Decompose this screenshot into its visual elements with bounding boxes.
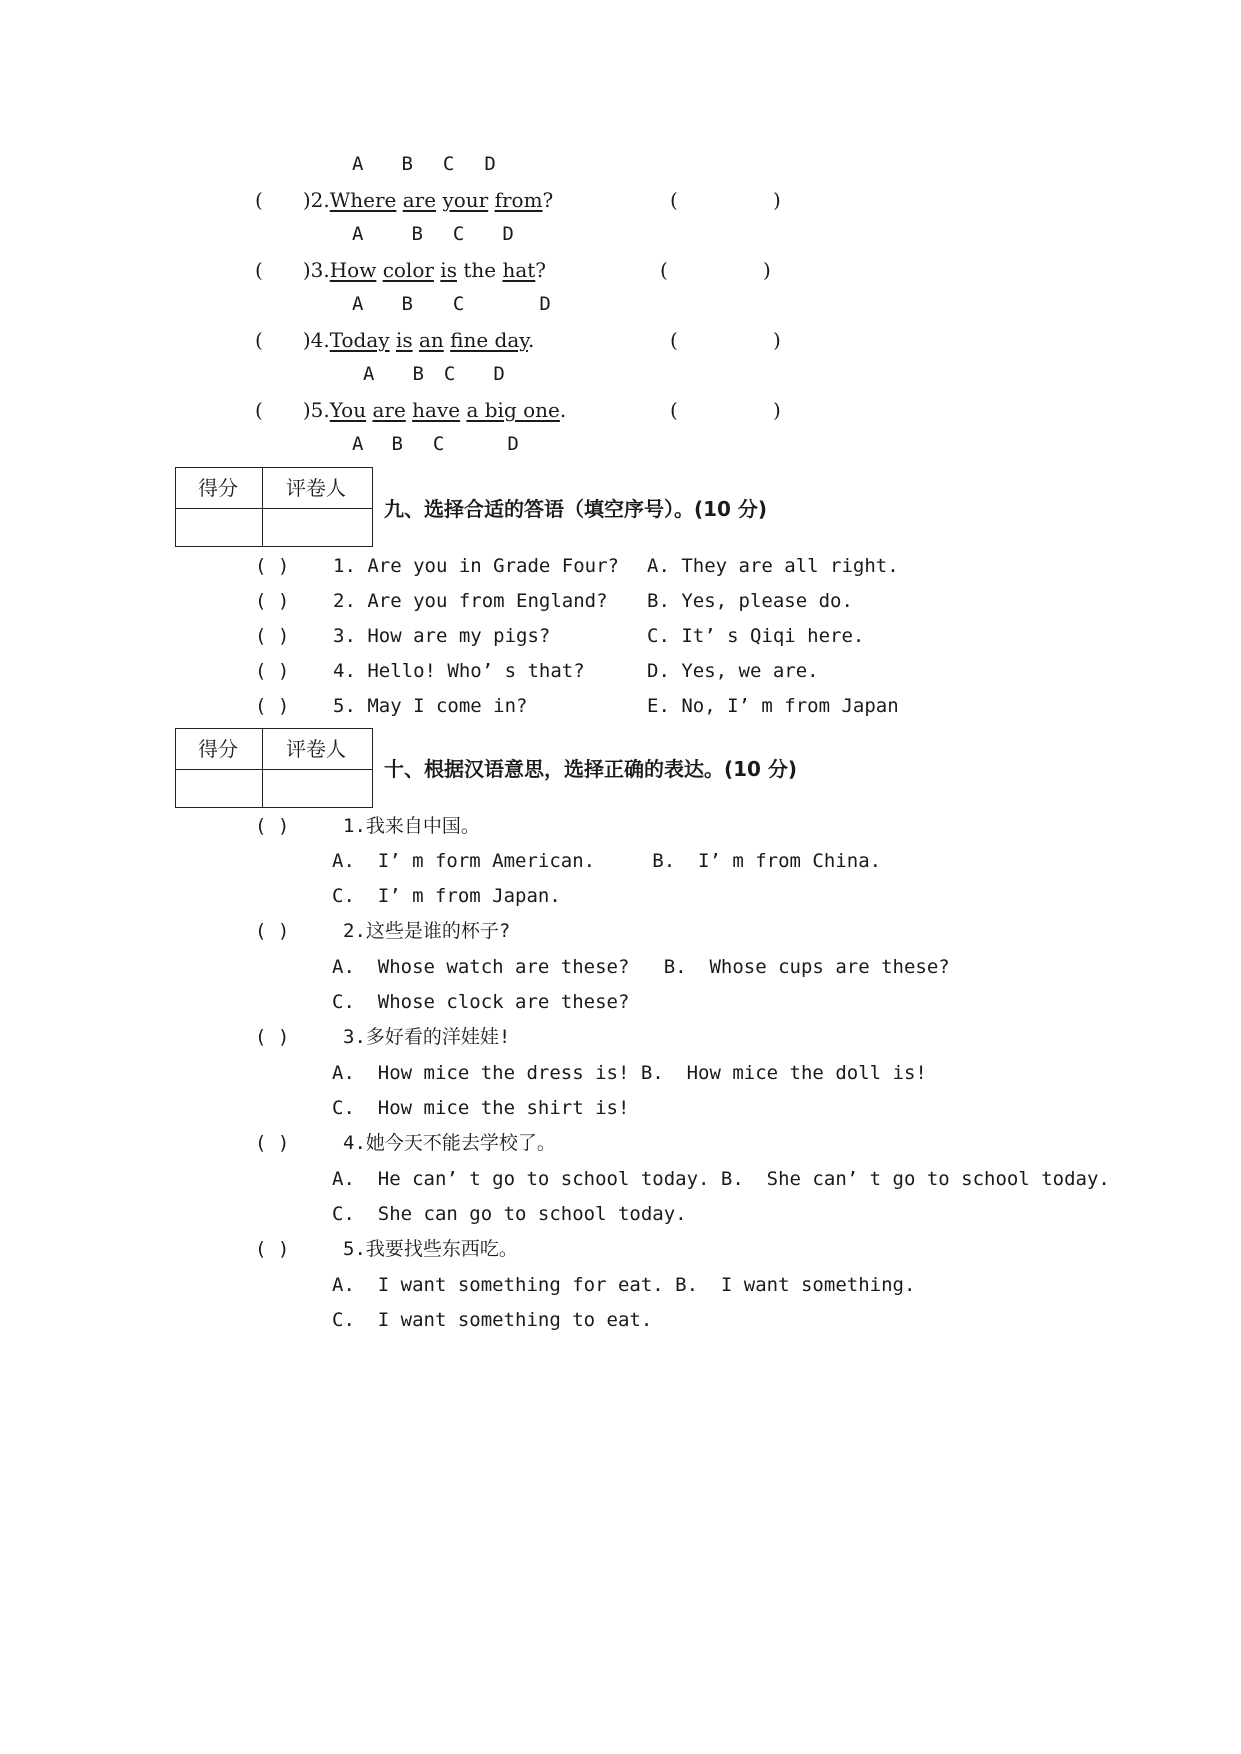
question-text: 1. Are you in Grade Four?: [333, 555, 619, 577]
question-text: 2.这些是谁的杯子?: [343, 920, 511, 942]
q1-letters: [352, 152, 496, 176]
letter-a: A: [352, 433, 364, 455]
question-5-row: [255, 398, 566, 422]
option-line-1: A. How mice the dress is! B. How mice the doll is!: [332, 1062, 927, 1084]
answer-paren-close: ): [302, 398, 311, 422]
question-number: 2.: [310, 188, 330, 212]
letter-c: C: [443, 363, 456, 385]
letter-c: C: [432, 433, 445, 455]
question-text: 3.多好看的洋娃娃!: [343, 1026, 511, 1048]
option-line-2: C. How mice the shirt is!: [332, 1097, 630, 1119]
underlined-word-a: How: [329, 258, 377, 282]
question-number: 5.: [310, 398, 330, 422]
q3-letters: [352, 292, 551, 316]
answer-paren-open: (: [255, 258, 263, 282]
punctuation: .: [527, 328, 535, 352]
question-text: 3. How are my pigs?: [333, 625, 551, 647]
option-line-2: C. I’ m from Japan.: [332, 885, 561, 907]
correction-paren-open: (: [670, 398, 678, 422]
answer-paren: ( ): [255, 555, 290, 577]
section10-title: 十、根据汉语意思，选择正确的表达。(10 分): [384, 757, 798, 781]
score-label: 得分: [198, 737, 238, 761]
q4-letters: [363, 362, 505, 386]
list-item: [255, 554, 619, 578]
underlined-word-c: have: [412, 398, 461, 422]
letter-a: A: [352, 153, 364, 175]
letter-c: C: [452, 223, 465, 245]
option-line-2: C. I want something to eat.: [332, 1309, 653, 1331]
answer-paren: ( ): [255, 695, 290, 717]
list-item: [255, 659, 585, 683]
answer-paren-close: ): [302, 188, 311, 212]
q2-letters: [352, 222, 514, 246]
q5-letters: [352, 432, 519, 456]
list-item: [255, 1237, 518, 1261]
letter-d: D: [539, 293, 551, 315]
question-4-row: [255, 328, 534, 352]
option-line-1: A. He can’ t go to school today. B. She can’ t go to school today.: [332, 1168, 1110, 1190]
plain-word: the: [463, 258, 497, 282]
letter-b: B: [391, 433, 403, 455]
underlined-word-b: are: [402, 188, 437, 212]
answer-paren: ( ): [255, 815, 290, 837]
answer-paren-open: (: [255, 188, 263, 212]
option-line-2: C. Whose clock are these?: [332, 991, 630, 1013]
list-item: [255, 624, 550, 648]
underlined-word-c: your: [442, 188, 489, 212]
letter-c: C: [442, 153, 455, 175]
underlined-word-b: is: [395, 328, 413, 352]
letter-b: B: [412, 363, 424, 385]
answer-paren-close: ): [302, 258, 311, 282]
answer-paren: ( ): [255, 920, 290, 942]
letter-a: A: [352, 223, 364, 245]
underlined-word-d: from: [494, 188, 543, 212]
punctuation: .: [559, 398, 567, 422]
option-line-1: A. I want something for eat. B. I want something.: [332, 1274, 916, 1296]
answer-option: D. Yes, we are.: [647, 660, 819, 682]
letter-a: A: [363, 363, 375, 385]
list-item: [255, 1025, 510, 1049]
letter-d: D: [484, 153, 496, 175]
answer-paren-open: (: [255, 398, 263, 422]
underlined-word-a: Today: [329, 328, 390, 352]
question-text: 5.我要找些东西吃。: [343, 1238, 518, 1260]
letter-c: C: [452, 293, 465, 315]
list-item: [255, 1131, 556, 1155]
question-3-row: [255, 258, 546, 282]
underlined-word-b: color: [382, 258, 434, 282]
question-number: 4.: [310, 328, 330, 352]
underlined-word-c: is: [440, 258, 457, 282]
option-line-1: A. I’ m form American. B. I’ m from China.: [332, 850, 882, 872]
answer-option: B. Yes, please do.: [647, 590, 853, 612]
answer-paren: ( ): [255, 1238, 290, 1260]
letter-d: D: [493, 363, 505, 385]
list-item: [255, 919, 510, 943]
underlined-word-a: Where: [329, 188, 397, 212]
answer-option: C. It’ s Qiqi here.: [647, 625, 865, 647]
question-number: 3.: [310, 258, 330, 282]
option-line-2: C. She can go to school today.: [332, 1203, 687, 1225]
answer-option: A. They are all right.: [647, 555, 899, 577]
list-item: [255, 814, 480, 838]
answer-paren: ( ): [255, 1132, 290, 1154]
correction-paren-open: (: [670, 328, 678, 352]
correction-paren-close: ): [763, 258, 771, 282]
letter-b: B: [401, 293, 413, 315]
correction-paren-open: (: [670, 188, 678, 212]
correction-paren-close: ): [773, 188, 781, 212]
letter-b: B: [411, 223, 423, 245]
section9-title: 九、选择合适的答语（填空序号）。(10 分): [384, 497, 768, 521]
answer-option: E. No, I’ m from Japan: [647, 695, 899, 717]
correction-paren-close: ): [773, 398, 781, 422]
question-text: 4.她今天不能去学校了。: [343, 1132, 556, 1154]
punctuation: ?: [542, 188, 554, 212]
answer-paren: ( ): [255, 590, 290, 612]
answer-paren: ( ): [255, 660, 290, 682]
punctuation: ?: [535, 258, 547, 282]
underlined-word-b: are: [372, 398, 406, 422]
question-text: 4. Hello! Who’ s that?: [333, 660, 585, 682]
question-text: 1.我来自中国。: [343, 815, 480, 837]
grader-label: 评卷人: [286, 737, 346, 761]
option-line-1: A. Whose watch are these? B. Whose cups are these?: [332, 956, 950, 978]
underlined-word-a: You: [329, 398, 367, 422]
question-text: 2. Are you from England?: [333, 590, 608, 612]
question-text: 5. May I come in?: [333, 695, 528, 717]
underlined-word-c: an: [418, 328, 444, 352]
answer-paren-close: ): [302, 328, 311, 352]
letter-d: D: [507, 433, 519, 455]
correction-paren-open: (: [660, 258, 668, 282]
underlined-word-d: hat: [502, 258, 536, 282]
score-box-section10: [175, 728, 373, 808]
grader-label: 评卷人: [286, 476, 346, 500]
letter-b: B: [401, 153, 413, 175]
score-box-section9: [175, 467, 373, 547]
answer-paren: ( ): [255, 1026, 290, 1048]
list-item: [255, 694, 527, 718]
correction-paren-close: ): [773, 328, 781, 352]
letter-d: D: [502, 223, 514, 245]
underlined-word-d: fine day: [450, 328, 528, 352]
question-2-row: [255, 188, 553, 212]
letter-a: A: [352, 293, 364, 315]
score-label: 得分: [198, 476, 238, 500]
underlined-word-d: a big one: [466, 398, 560, 422]
answer-paren: ( ): [255, 625, 290, 647]
answer-paren-open: (: [255, 328, 263, 352]
list-item: [255, 589, 608, 613]
